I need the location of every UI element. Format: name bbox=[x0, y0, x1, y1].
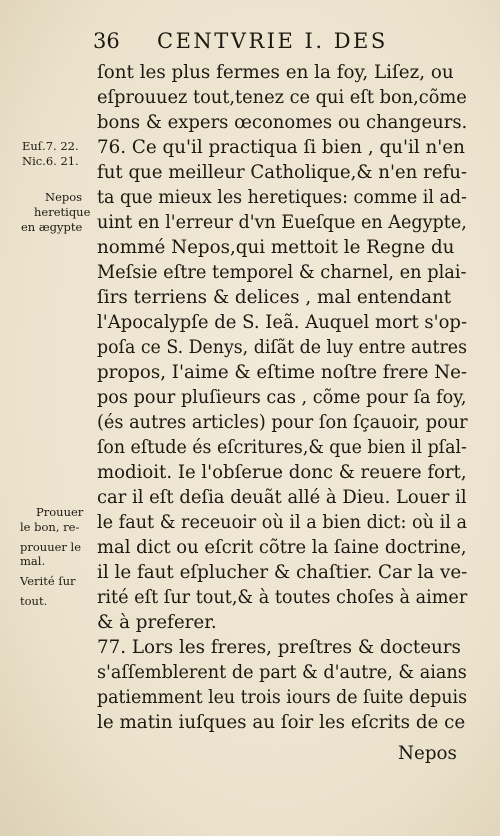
page-header bbox=[0, 29, 500, 59]
margin-note-prouuer: Prouuer bbox=[36, 505, 84, 519]
text-line: bons & expers œconomes ou changeurs. bbox=[97, 112, 468, 133]
text-line: patiemment leu trois iours de ſuite depuis bbox=[97, 687, 468, 708]
margin-note-verite: Verité ſur bbox=[20, 574, 76, 588]
text-line: ſon eſtude és eſcritures,& que bien il pſal- bbox=[97, 437, 467, 458]
text-line: s'aſſemblerent de part & d'autre, & aians bbox=[97, 662, 467, 683]
text-line: fut que meilleur Catholique,& n'en refu- bbox=[97, 162, 468, 183]
margin-note-nepos: heretique bbox=[34, 205, 91, 219]
text-line: rité eſt ſur tout,& à toutes choſes à aimer bbox=[97, 587, 468, 608]
text-line: ſirs terriens & delices , mal entendant bbox=[97, 287, 452, 308]
page-number: 36 bbox=[93, 29, 120, 53]
text-line: il le faut eſplucher & chaſtier. Car la ve- bbox=[97, 562, 468, 583]
margin-note-nepos: en ægypte bbox=[21, 220, 83, 234]
running-title: CENTVRIE I. DES bbox=[157, 29, 388, 53]
text-line: (és autres articles) pour ſon ſçauoir, pour bbox=[97, 412, 468, 433]
margin-note-prouuer: prouuer le bbox=[20, 540, 82, 554]
text-line: nommé Nepos,qui mettoit le Regne du bbox=[97, 237, 455, 258]
margin-note-reference: Nic.6. 21. bbox=[22, 154, 79, 168]
catchword: Nepos bbox=[398, 743, 457, 764]
text-line: 77. Lors les freres, preſtres & docteurs bbox=[97, 637, 461, 658]
text-line: & à preferer. bbox=[97, 612, 217, 633]
margin-note-prouuer: le bon, re- bbox=[20, 520, 80, 534]
text-line: ſont les plus fermes en la foy, Liſez, ou bbox=[97, 62, 454, 83]
text-line: propos, I'aime & eſtime noſtre frere Ne- bbox=[97, 362, 468, 383]
text-line: l'Apocalypſe de S. Ieã. Auquel mort s'op- bbox=[97, 312, 468, 333]
text-line: poſa ce S. Denys, diſãt de luy entre autres bbox=[97, 337, 467, 358]
text-line: car il eſt deſia deuãt allé à Dieu. Louer il bbox=[97, 487, 467, 508]
text-line: eſprouuez tout,tenez ce qui eſt bon,cõme bbox=[97, 87, 467, 108]
margin-note-prouuer: mal. bbox=[20, 554, 46, 568]
text-line: 76. Ce qu'il practiqua ſi bien , qu'il n'en bbox=[97, 137, 465, 158]
text-line: le matin iuſques au ſoir les eſcrits de ce bbox=[97, 712, 466, 733]
margin-note-verite: tout. bbox=[20, 594, 48, 608]
text-line: le faut & receuoir où il a bien dict: où il a bbox=[97, 512, 467, 533]
margin-note-reference: Euſ.7. 22. bbox=[22, 139, 79, 153]
margin-note-nepos: Nepos bbox=[45, 190, 83, 204]
text-line: modioit. Ie l'obſerue donc & reuere fort, bbox=[97, 462, 467, 483]
text-line: mal dict ou eſcrit cõtre la ſaine doctrine, bbox=[97, 537, 467, 558]
text-line: uint en l'erreur d'vn Eueſque en Aegypte, bbox=[97, 212, 467, 233]
text-line: pos pour pluſieurs cas , cõme pour ſa foy, bbox=[97, 387, 467, 408]
text-line: Meſsie eſtre temporel & charnel, en plai- bbox=[97, 262, 467, 283]
text-line: ta que mieux les heretiques: comme il ad- bbox=[97, 187, 467, 208]
